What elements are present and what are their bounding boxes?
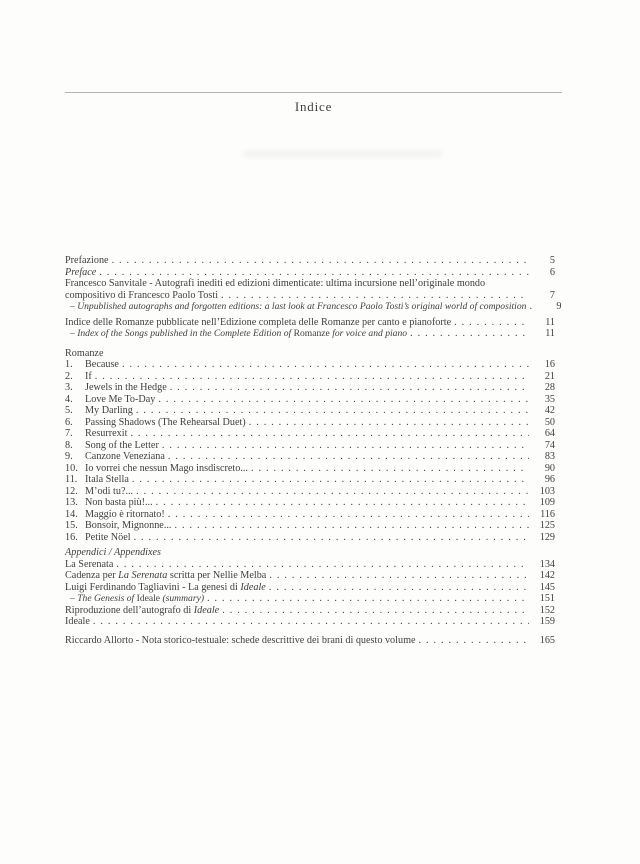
- page-number: 11: [545, 328, 555, 339]
- toc-row: [65, 290, 555, 302]
- dot-leader: [174, 520, 529, 532]
- entry-number: 12.: [65, 485, 78, 497]
- toc-row: [65, 605, 555, 617]
- entry-number: 1.: [65, 359, 73, 370]
- entry-title: Ideale: [65, 616, 90, 627]
- page-number: 11: [545, 316, 555, 328]
- toc-row: [65, 417, 555, 429]
- entry-title: Because: [85, 359, 119, 370]
- toc-row: [65, 317, 555, 329]
- toc-row: [65, 278, 555, 290]
- toc-row: [65, 582, 555, 594]
- toc-row: [65, 440, 555, 452]
- toc-row: [65, 593, 555, 605]
- dot-leader: [207, 593, 529, 605]
- section-heading-label: Appendici / Appendixes: [65, 547, 162, 558]
- page-number: 96: [544, 474, 555, 485]
- toc-row: [65, 255, 555, 267]
- entry-title: Bonsoir, Mignonne...: [85, 520, 172, 531]
- dot-leader: [158, 394, 529, 406]
- entry-number: 14.: [65, 508, 78, 520]
- dot-leader: [269, 582, 529, 594]
- header-rule: [65, 92, 562, 93]
- entry-title: Itala Stella: [85, 474, 129, 485]
- section-heading-label: Romanze: [65, 347, 104, 359]
- dot-leader: [419, 635, 529, 647]
- toc-row: [65, 570, 555, 582]
- page-number: 21: [544, 370, 555, 382]
- page-number: 35: [544, 393, 555, 405]
- toc-section-heading: [65, 348, 555, 360]
- entry-title: Canzone Veneziana: [85, 451, 165, 462]
- entry-number: 16.: [65, 531, 78, 543]
- entry-title: My Darling: [85, 405, 133, 416]
- toc-spacer: [65, 340, 555, 348]
- page-number: 64: [544, 428, 555, 439]
- entry-number: 13.: [65, 497, 78, 508]
- toc-row: [65, 463, 555, 475]
- page-number: 74: [544, 439, 555, 451]
- toc-row: [65, 267, 555, 279]
- page-showthrough-artifact: [244, 151, 442, 157]
- toc-row: [65, 559, 555, 571]
- page-number: 9: [556, 301, 562, 312]
- entry-title: Riccardo Allorto - Nota storico-testuale: schede descrittive dei brani di questo volume: [65, 634, 416, 646]
- entry-title: Francesco Sanvitale - Autografi inediti ed edizioni dimenticate: ultima incursione nell’originale mondo: [65, 278, 486, 289]
- toc-row: [65, 616, 555, 628]
- entry-title: Cadenza per La Serenata scritta per Nellie Melba: [65, 570, 267, 581]
- entry-title: Riproduzione dell’autografo di Ideale: [65, 604, 220, 616]
- toc-row: [65, 371, 555, 383]
- dot-leader: [221, 290, 529, 302]
- dot-leader: [132, 474, 529, 486]
- toc-row: [65, 405, 555, 417]
- page-number: 50: [544, 416, 555, 428]
- entry-number: 5.: [65, 405, 73, 416]
- toc-section-heading: [65, 547, 555, 559]
- entry-title: La Serenata: [65, 558, 114, 570]
- toc-row: [65, 497, 555, 509]
- entry-number: 6.: [65, 416, 73, 428]
- entry-title: If: [85, 370, 92, 382]
- entry-number: 8.: [65, 439, 73, 451]
- dot-leader: [410, 328, 529, 340]
- entry-title: Maggio è ritornato!: [85, 508, 165, 520]
- toc-row: [65, 532, 555, 544]
- entry-number: 4.: [65, 393, 73, 405]
- dot-leader: [130, 428, 529, 440]
- toc-row: [65, 509, 555, 521]
- dot-leader: [162, 440, 529, 452]
- entry-title: M’odi tu?...: [85, 485, 134, 497]
- dot-leader: [136, 486, 529, 498]
- entry-number: 7.: [65, 428, 73, 439]
- dot-leader: [529, 301, 535, 313]
- entry-title: – Index of the Songs published in the Complete Edition of Romanze for voice and piano: [70, 328, 408, 339]
- entry-title: compositivo di Francesco Paolo Tosti: [65, 289, 219, 301]
- page-number: 83: [544, 451, 555, 462]
- dot-leader: [136, 405, 529, 417]
- entry-number: 2.: [65, 370, 73, 382]
- dot-leader: [454, 317, 529, 329]
- dot-leader: [93, 616, 529, 628]
- page-number: 90: [544, 462, 555, 474]
- page-number: 5: [549, 255, 555, 266]
- entry-title: Preface: [65, 266, 97, 278]
- entry-title: Jewels in the Hedge: [85, 382, 167, 393]
- toc-row: [65, 382, 555, 394]
- page-number: 28: [544, 382, 555, 393]
- dot-leader: [249, 417, 529, 429]
- entry-title: – Unpublished autographs and forgotten editions: a last look at Francesco Paolo Tosti’s original world of composition: [70, 301, 527, 312]
- page-number: 116: [540, 508, 555, 520]
- dot-leader: [112, 255, 529, 267]
- dot-leader: [251, 463, 529, 475]
- dot-leader: [99, 267, 529, 279]
- page-number: 42: [544, 405, 555, 416]
- page-number: 6: [549, 266, 555, 278]
- page-title: Indice: [294, 99, 333, 114]
- page-number: 159: [539, 616, 555, 627]
- toc-row: [65, 486, 555, 498]
- page-number: 16: [544, 359, 555, 370]
- dot-leader: [269, 570, 529, 582]
- entry-title: Luigi Ferdinando Tagliavini - La genesi di Ideale: [65, 581, 266, 593]
- dot-leader: [156, 497, 529, 509]
- page-number: 103: [539, 485, 555, 497]
- entry-number: 3.: [65, 382, 73, 393]
- page-number: 145: [539, 581, 555, 593]
- dot-leader: [134, 532, 529, 544]
- toc-row: [65, 635, 555, 647]
- entry-title: Petite Nöel: [85, 531, 131, 543]
- entry-title: Love Me To-Day: [85, 393, 156, 405]
- toc-row: [65, 520, 555, 532]
- dot-leader: [222, 605, 529, 617]
- toc-spacer: [65, 628, 555, 635]
- toc-row: [65, 328, 555, 340]
- entry-title: Non basta più!...: [85, 497, 153, 508]
- table-of-contents: [65, 255, 562, 646]
- entry-number: 11.: [65, 474, 78, 485]
- entry-title: Indice delle Romanze pubblicate nell’Edizione completa delle Romanze per canto e pianoforte: [65, 316, 452, 328]
- page-number: 125: [539, 520, 555, 531]
- page-number: 142: [539, 570, 555, 581]
- entry-number: 15.: [65, 520, 78, 531]
- dot-leader: [116, 559, 529, 571]
- entry-title: Song of the Letter: [85, 439, 159, 451]
- dot-leader: [168, 509, 529, 521]
- dot-leader: [170, 382, 529, 394]
- entry-number: 9.: [65, 451, 73, 462]
- dot-leader: [95, 371, 529, 383]
- page-number: 151: [539, 593, 555, 604]
- page-number: 7: [549, 289, 555, 301]
- toc-row: [65, 301, 562, 313]
- toc-row: [65, 359, 555, 371]
- dot-leader: [122, 359, 529, 371]
- toc-row: [65, 394, 555, 406]
- page-number: 109: [539, 497, 555, 508]
- entry-title: Prefazione: [65, 255, 109, 266]
- entry-title: Passing Shadows (The Rehearsal Duet): [85, 416, 246, 428]
- page-number: 152: [539, 604, 555, 616]
- page-number: 134: [539, 558, 555, 570]
- dot-leader: [168, 451, 529, 463]
- page-number: 165: [539, 634, 555, 646]
- toc-row: [65, 474, 555, 486]
- page-number: 129: [539, 531, 555, 543]
- entry-title: – The Genesis of Ideale (summary): [70, 593, 205, 604]
- toc-row: [65, 428, 555, 440]
- toc-row: [65, 451, 555, 463]
- entry-title: Resurrexit: [85, 428, 128, 439]
- entry-title: Io vorrei che nessun Mago insdiscreto...: [85, 462, 248, 474]
- entry-number: 10.: [65, 462, 78, 474]
